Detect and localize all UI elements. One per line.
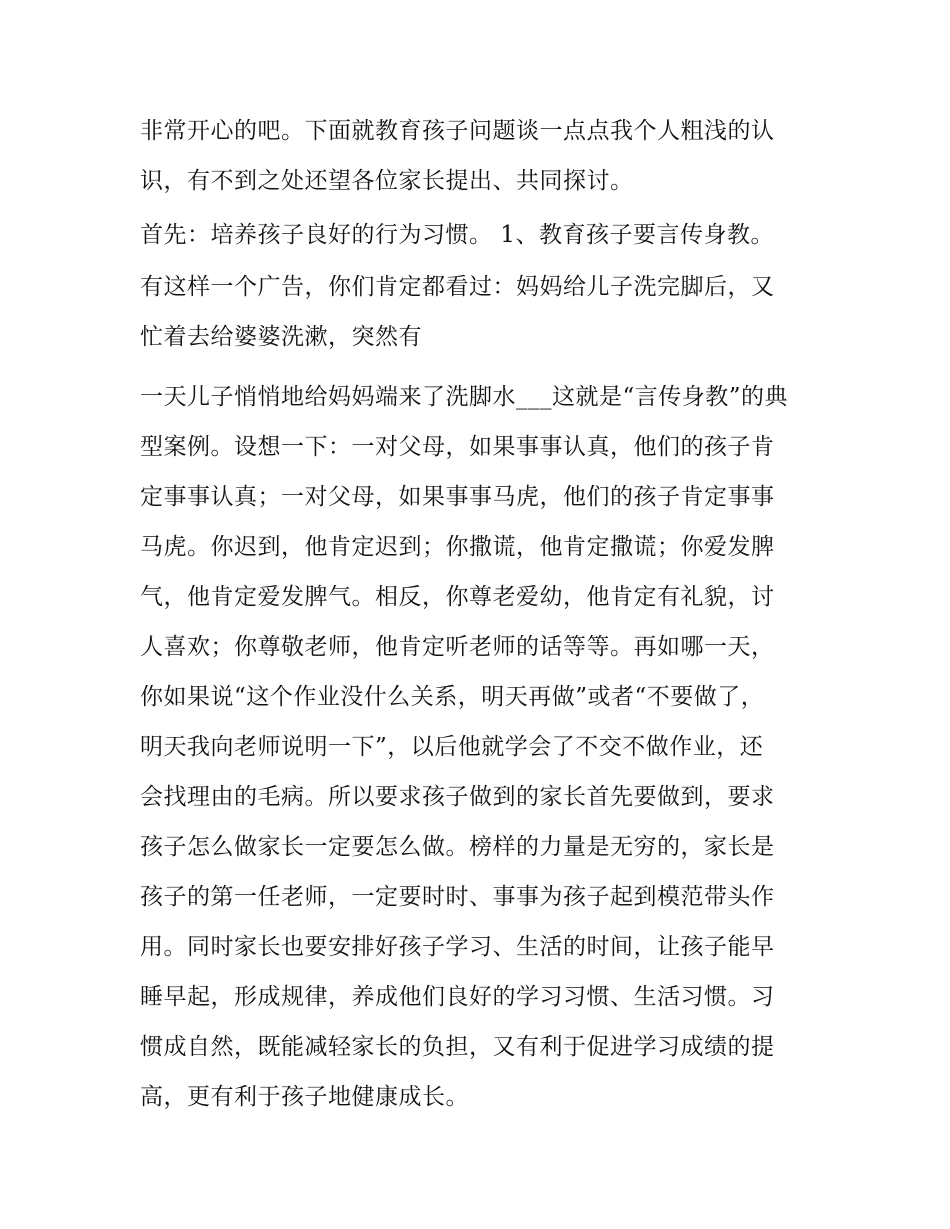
text-line: 识，有不到之处还望各位家长提出、共同探讨。	[140, 168, 634, 194]
text-line: 睡早起，形成规律，养成他们良好的学习习惯、生活习惯。习	[140, 984, 775, 1010]
text-line: 型案例。设想一下：一对父母，如果事事认真，他们的孩子肯	[140, 434, 775, 460]
text-line: 首先：培养孩子良好的行为习惯。 1、教育孩子要言传身教。	[140, 222, 774, 248]
text-line: 孩子怎么做家长一定要怎么做。榜样的力量是无穷的，家长是	[140, 834, 775, 860]
text-line: 明天我向老师说明一下”，以后他就学会了不交不做作业，还	[140, 734, 764, 760]
text-line: 会找理由的毛病。所以要求孩子做到的家长首先要做到，要求	[140, 784, 775, 810]
text-line: 忙着去给婆婆洗漱，突然有	[140, 324, 422, 350]
text-line: 用。同时家长也要安排好孩子学习、生活的时间，让孩子能早	[140, 934, 775, 960]
text-line: 非常开心的吧。下面就教育孩子问题谈一点点我个人粗浅的认	[140, 118, 775, 144]
text-line: 人喜欢；你尊敬老师，他肯定听老师的话等等。再如哪一天，	[140, 634, 775, 660]
text-line: 你如果说“这个作业没什么关系，明天再做”或者“不要做了，	[140, 684, 765, 710]
text-line: 气，他肯定爱发脾气。相反，你尊老爱幼，他肯定有礼貌，讨	[140, 584, 775, 610]
text-line: 高，更有利于孩子地健康成长。	[140, 1084, 469, 1110]
text-line: 定事事认真；一对父母，如果事事马虎，他们的孩子肯定事事	[140, 484, 775, 510]
text-line: 马虎。你迟到，他肯定迟到；你撒谎，他肯定撒谎；你爱发脾	[140, 534, 775, 560]
body-text	[140, 106, 820, 1122]
text-line: 孩子的第一任老师，一定要时时、事事为孩子起到模范带头作	[140, 884, 775, 910]
text-line: 惯成自然，既能减轻家长的负担，又有利于促进学习成绩的提	[140, 1034, 775, 1060]
text-line: 有这样一个广告，你们肯定都看过：妈妈给儿子洗完脚后，又	[140, 274, 775, 300]
text-line: 一天儿子悄悄地给妈妈端来了洗脚水___这就是“言传身教”的典	[140, 384, 789, 410]
